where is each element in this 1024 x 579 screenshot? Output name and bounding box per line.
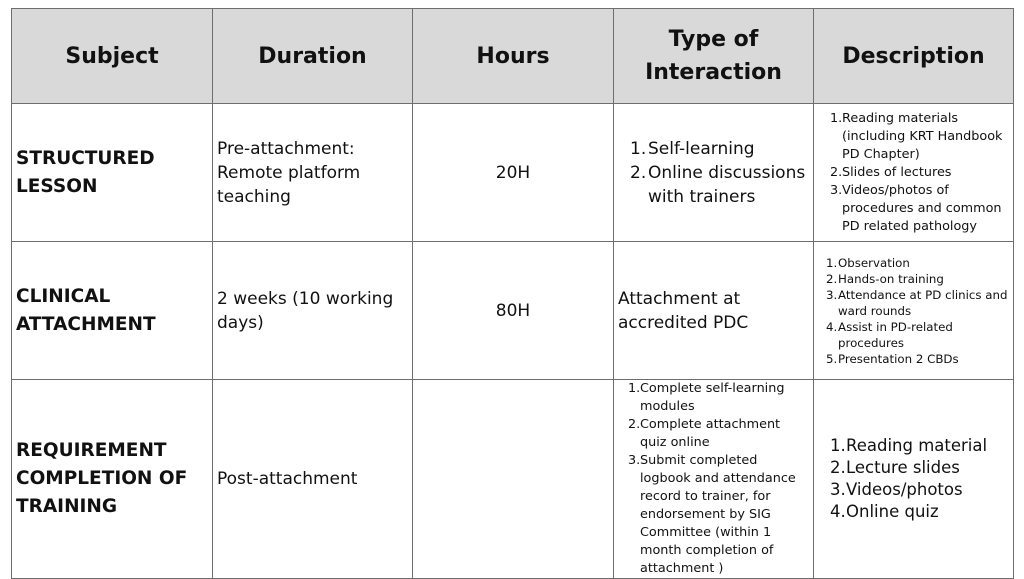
description-cell xyxy=(814,242,1014,380)
list-item: Complete self-learning modules xyxy=(640,381,785,414)
table-row xyxy=(12,380,1014,579)
list-item: Observation xyxy=(838,255,910,270)
hours-cell xyxy=(413,380,614,579)
description-cell xyxy=(814,380,1014,579)
header-description: Description xyxy=(814,9,1014,104)
description-list xyxy=(820,110,1009,236)
list-item: Slides of lectures xyxy=(842,164,952,180)
subject-cell: REQUIREMENT COMPLETION OF TRAINING xyxy=(12,380,213,579)
table-row xyxy=(12,242,1014,380)
interaction-cell xyxy=(614,104,814,242)
header-hours: Hours xyxy=(413,9,614,104)
description-cell xyxy=(814,104,1014,242)
list-item: Complete attachment quiz online xyxy=(640,417,781,450)
list-item: Online quiz xyxy=(846,502,939,521)
duration-cell: 2 weeks (10 working days) xyxy=(213,242,413,380)
training-schedule-table xyxy=(11,8,1014,579)
list-item: Videos/photos of procedures and common PD related pathology xyxy=(842,182,1002,234)
header-duration: Duration xyxy=(213,9,413,104)
duration-cell: Pre-attachment: Remote platform teaching xyxy=(213,104,413,242)
list-item: Attendance at PD clinics and ward rounds xyxy=(838,287,1008,318)
list-item: Assist in PD-related procedures xyxy=(838,319,953,350)
description-list xyxy=(820,255,1009,367)
list-item: Presentation 2 CBDs xyxy=(838,351,959,366)
list-item: Reading material xyxy=(846,436,988,455)
hours-cell: 80H xyxy=(413,242,614,380)
header-row xyxy=(12,9,1014,104)
interaction-list xyxy=(618,137,809,209)
hours-cell: 20H xyxy=(413,104,614,242)
list-item: Hands-on training xyxy=(838,271,944,286)
list-item: Lecture slides xyxy=(846,458,960,477)
list-item: Self-learning xyxy=(648,138,755,159)
table-row xyxy=(12,104,1014,242)
interaction-list xyxy=(618,380,809,578)
header-subject: Subject xyxy=(12,9,213,104)
list-item: Submit completed logbook and attendance record to trainer, for endorsement by SIG Committee (within 1 month completion of attachment ) xyxy=(640,453,796,576)
duration-cell: Post-attachment xyxy=(213,380,413,579)
list-item: Online discussions with trainers xyxy=(648,162,806,207)
header-type-of-interaction: Type of Interaction xyxy=(614,9,814,104)
interaction-cell xyxy=(614,380,814,579)
list-item: Videos/photos xyxy=(846,480,963,499)
list-item: Reading materials (including KRT Handbook PD Chapter) xyxy=(842,110,1003,162)
subject-cell: STRUCTURED LESSON xyxy=(12,104,213,242)
interaction-cell xyxy=(614,242,814,380)
description-list xyxy=(820,435,1009,523)
subject-cell: CLINICAL ATTACHMENT xyxy=(12,242,213,380)
interaction-text: Attachment at accredited PDC xyxy=(618,288,749,333)
